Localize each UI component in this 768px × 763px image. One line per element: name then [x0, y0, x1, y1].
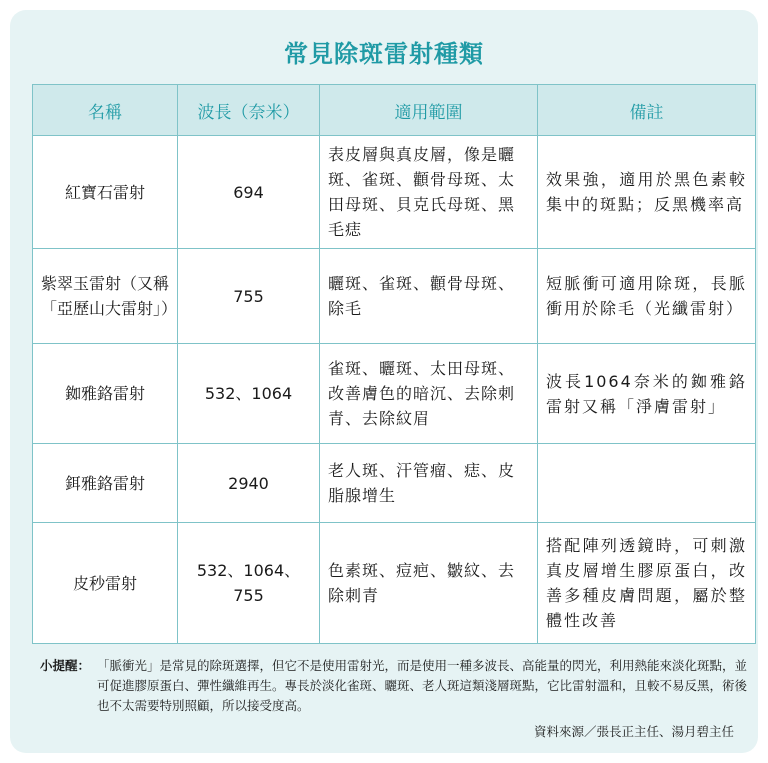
cell-note: [538, 444, 756, 523]
header-name: 名稱: [33, 85, 178, 136]
tip-text: 「脈衝光」是常見的除斑選擇，但它不是使用雷射光，而是使用一種多波長、高能量的閃光，利用熱能來淡化斑點，並可促進膠原蛋白、彈性纖維再生。專長於淡化雀斑、曬斑、老人斑這類淺層斑點，它比雷射溫和，且較不易反黑，術後也不太需要特別照顧，所以接受度高。: [97, 658, 748, 713]
cell-name: 銣雅鉻雷射: [33, 344, 178, 444]
cell-note: 短脈衝可適用除斑，長脈衝用於除毛（光纖雷射）: [538, 249, 756, 344]
cell-wavelength: 755: [178, 249, 320, 344]
source-credit: 資料來源／張長正主任、湯月碧主任: [533, 724, 734, 739]
page-title: 常見除斑雷射種類: [284, 40, 484, 68]
cell-range: 曬斑、雀斑、顴骨母斑、除毛: [320, 249, 538, 344]
tip-label: 小提醒：: [40, 658, 91, 673]
cell-range: 表皮層與真皮層，像是曬斑、雀斑、顴骨母斑、太田母斑、貝克氏母斑、黑毛痣: [320, 136, 538, 249]
table-row: [33, 136, 756, 249]
cell-name: 皮秒雷射: [33, 523, 178, 644]
laser-types-table: [32, 84, 756, 644]
cell-name: 鉺雅鉻雷射: [33, 444, 178, 523]
table-row: [33, 344, 756, 444]
table-header-row: [33, 85, 756, 136]
table-row: [33, 444, 756, 523]
cell-wavelength: 532、1064: [178, 344, 320, 444]
cell-note: 效果強，適用於黑色素較集中的斑點；反黑機率高: [538, 136, 756, 249]
cell-note: 搭配陣列透鏡時，可刺激真皮層增生膠原蛋白，改善多種皮膚問題，屬於整體性改善: [538, 523, 756, 644]
table-row: [33, 249, 756, 344]
table-row: [33, 523, 756, 644]
cell-name: 紫翠玉雷射（又稱「亞歷山大雷射」）: [33, 249, 178, 344]
cell-range: 雀斑、曬斑、太田母斑、改善膚色的暗沉、去除刺青、去除紋眉: [320, 344, 538, 444]
header-note: 備註: [538, 85, 756, 136]
cell-range: 老人斑、汗管瘤、痣、皮脂腺增生: [320, 444, 538, 523]
header-wavelength: 波長（奈米）: [178, 85, 320, 136]
cell-wavelength: 2940: [178, 444, 320, 523]
cell-wavelength: 694: [178, 136, 320, 249]
cell-name: 紅寶石雷射: [33, 136, 178, 249]
cell-note: 波長1064奈米的銣雅鉻雷射又稱「淨膚雷射」: [538, 344, 756, 444]
cell-wavelength: 532、1064、755: [178, 523, 320, 644]
cell-range: 色素斑、痘疤、皺紋、去除刺青: [320, 523, 538, 644]
header-range: 適用範圍: [320, 85, 538, 136]
laser-info-card: [10, 10, 758, 753]
